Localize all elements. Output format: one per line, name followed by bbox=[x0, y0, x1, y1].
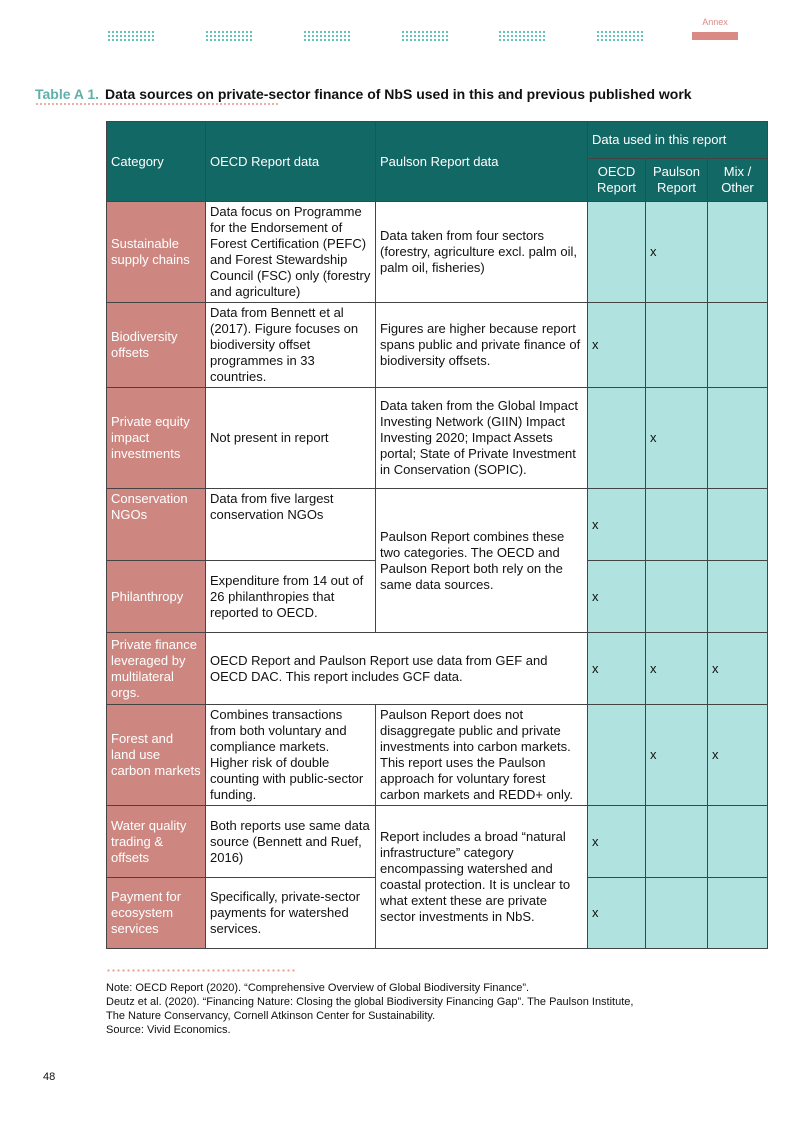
header-category: Category bbox=[107, 122, 206, 202]
table-row bbox=[107, 202, 768, 303]
row-paulson-data: Report includes a broad “natural infrastructure” category encompassing watershed and coastal protection. It is unclear to what extent these are private sector investments in NbS. bbox=[376, 806, 588, 949]
mark-paulson bbox=[646, 561, 708, 633]
table-row bbox=[107, 806, 768, 878]
table-notes bbox=[106, 981, 746, 1037]
mark-paulson bbox=[646, 806, 708, 878]
mark-paulson: x bbox=[646, 202, 708, 303]
mark-paulson: x bbox=[646, 705, 708, 806]
header-data-used: Data used in this report bbox=[588, 122, 768, 159]
decorative-dots bbox=[205, 30, 253, 42]
mark-mix bbox=[708, 489, 768, 561]
section-marker bbox=[692, 32, 738, 40]
data-sources-table bbox=[106, 121, 768, 949]
mark-mix bbox=[708, 388, 768, 489]
row-category: Biodiversity offsets bbox=[107, 303, 206, 388]
header-paulson: Paulson Report data bbox=[376, 122, 588, 202]
table-row bbox=[107, 633, 768, 705]
subheader-oecd: OECD Report bbox=[588, 159, 646, 202]
section-label: Annex bbox=[702, 17, 728, 27]
row-category: Payment for ecosystem services bbox=[107, 878, 206, 949]
row-oecd-data: Specifically, private-sector payments for watershed services. bbox=[206, 878, 376, 949]
decorative-dots bbox=[107, 30, 155, 42]
mark-mix bbox=[708, 561, 768, 633]
mark-paulson: x bbox=[646, 388, 708, 489]
mark-oecd: x bbox=[588, 878, 646, 949]
mark-paulson: x bbox=[646, 633, 708, 705]
note-line: Deutz et al. (2020). “Financing Nature: Closing the global Biodiversity Financing Gap”. The Paulson Institute, bbox=[106, 996, 634, 1008]
decorative-dots bbox=[498, 30, 546, 42]
row-paulson-data: Paulson Report combines these two categories. The OECD and Paulson Report both rely on the same data sources. bbox=[376, 489, 588, 633]
row-category: Conservation NGOs bbox=[107, 489, 206, 561]
mark-paulson bbox=[646, 303, 708, 388]
mark-oecd bbox=[588, 202, 646, 303]
row-category: Water quality trading & offsets bbox=[107, 806, 206, 878]
notes-divider bbox=[106, 969, 296, 972]
note-line: The Nature Conservancy, Cornell Atkinson Center for Sustainability. bbox=[106, 1010, 436, 1022]
subheader-mix: Mix / Other bbox=[708, 159, 768, 202]
table-number: Table A 1. bbox=[35, 86, 100, 102]
row-oecd-data: Combines transactions from both voluntary and compliance markets. Higher risk of double counting with public-sector funding. bbox=[206, 705, 376, 806]
row-paulson-data: Data taken from the Global Impact Investing Network (GIIN) Impact Investing 2020; Impact Assets portal; State of Private Investment in Conservation (SOPIC). bbox=[376, 388, 588, 489]
row-paulson-data: Data taken from four sectors (forestry, agriculture excl. palm oil, palm oil, fisheries) bbox=[376, 202, 588, 303]
row-paulson-data: Paulson Report does not disaggregate public and private investments into carbon markets. This report uses the Paulson approach for voluntary forest carbon markets and REDD+ only. bbox=[376, 705, 588, 806]
row-oecd-data: Data from five largest conservation NGOs bbox=[206, 489, 376, 561]
page-number: 48 bbox=[43, 1071, 56, 1083]
mark-paulson bbox=[646, 489, 708, 561]
table-row bbox=[107, 705, 768, 806]
table-row bbox=[107, 489, 768, 561]
mark-mix: x bbox=[708, 633, 768, 705]
mark-paulson bbox=[646, 878, 708, 949]
table-title: Data sources on private-sector finance of NbS used in this and previous published work bbox=[105, 86, 692, 102]
mark-oecd: x bbox=[588, 806, 646, 878]
row-oecd-data: Not present in report bbox=[206, 388, 376, 489]
table-caption bbox=[35, 86, 692, 102]
mark-mix bbox=[708, 878, 768, 949]
mark-oecd bbox=[588, 388, 646, 489]
mark-oecd: x bbox=[588, 633, 646, 705]
row-paulson-data: Figures are higher because report spans public and private finance of biodiversity offsets. bbox=[376, 303, 588, 388]
mark-mix bbox=[708, 202, 768, 303]
table-row bbox=[107, 388, 768, 489]
header-row bbox=[107, 122, 768, 159]
row-oecd-data: Both reports use same data source (Bennett and Ruef, 2016) bbox=[206, 806, 376, 878]
row-category: Private finance leveraged by multilateral orgs. bbox=[107, 633, 206, 705]
caption-underline bbox=[35, 103, 280, 105]
mark-oecd: x bbox=[588, 561, 646, 633]
header-oecd: OECD Report data bbox=[206, 122, 376, 202]
mark-oecd bbox=[588, 705, 646, 806]
decorative-dots bbox=[401, 30, 449, 42]
mark-oecd: x bbox=[588, 489, 646, 561]
table-row bbox=[107, 303, 768, 388]
row-category: Private equity impact investments bbox=[107, 388, 206, 489]
mark-oecd: x bbox=[588, 303, 646, 388]
mark-mix bbox=[708, 806, 768, 878]
mark-mix: x bbox=[708, 705, 768, 806]
row-oecd-data: Data focus on Programme for the Endorsement of Forest Certification (PEFC) and Forest Stewardship Council (FSC) only (forestry and agriculture) bbox=[206, 202, 376, 303]
note-line: Source: Vivid Economics. bbox=[106, 1024, 231, 1036]
note-line: Note: OECD Report (2020). “Comprehensive Overview of Global Biodiversity Finance”. bbox=[106, 982, 530, 994]
decorative-dots bbox=[596, 30, 644, 42]
row-category: Sustainable supply chains bbox=[107, 202, 206, 303]
decorative-dots bbox=[303, 30, 351, 42]
row-category: Forest and land use carbon markets bbox=[107, 705, 206, 806]
row-oecd-data: Data from Bennett et al (2017). Figure focuses on biodiversity offset programmes in 33 countries. bbox=[206, 303, 376, 388]
row-category: Philanthropy bbox=[107, 561, 206, 633]
row-combined-data: OECD Report and Paulson Report use data from GEF and OECD DAC. This report includes GCF data. bbox=[206, 633, 588, 705]
subheader-paulson: Paulson Report bbox=[646, 159, 708, 202]
row-oecd-data: Expenditure from 14 out of 26 philanthropies that reported to OECD. bbox=[206, 561, 376, 633]
mark-mix bbox=[708, 303, 768, 388]
